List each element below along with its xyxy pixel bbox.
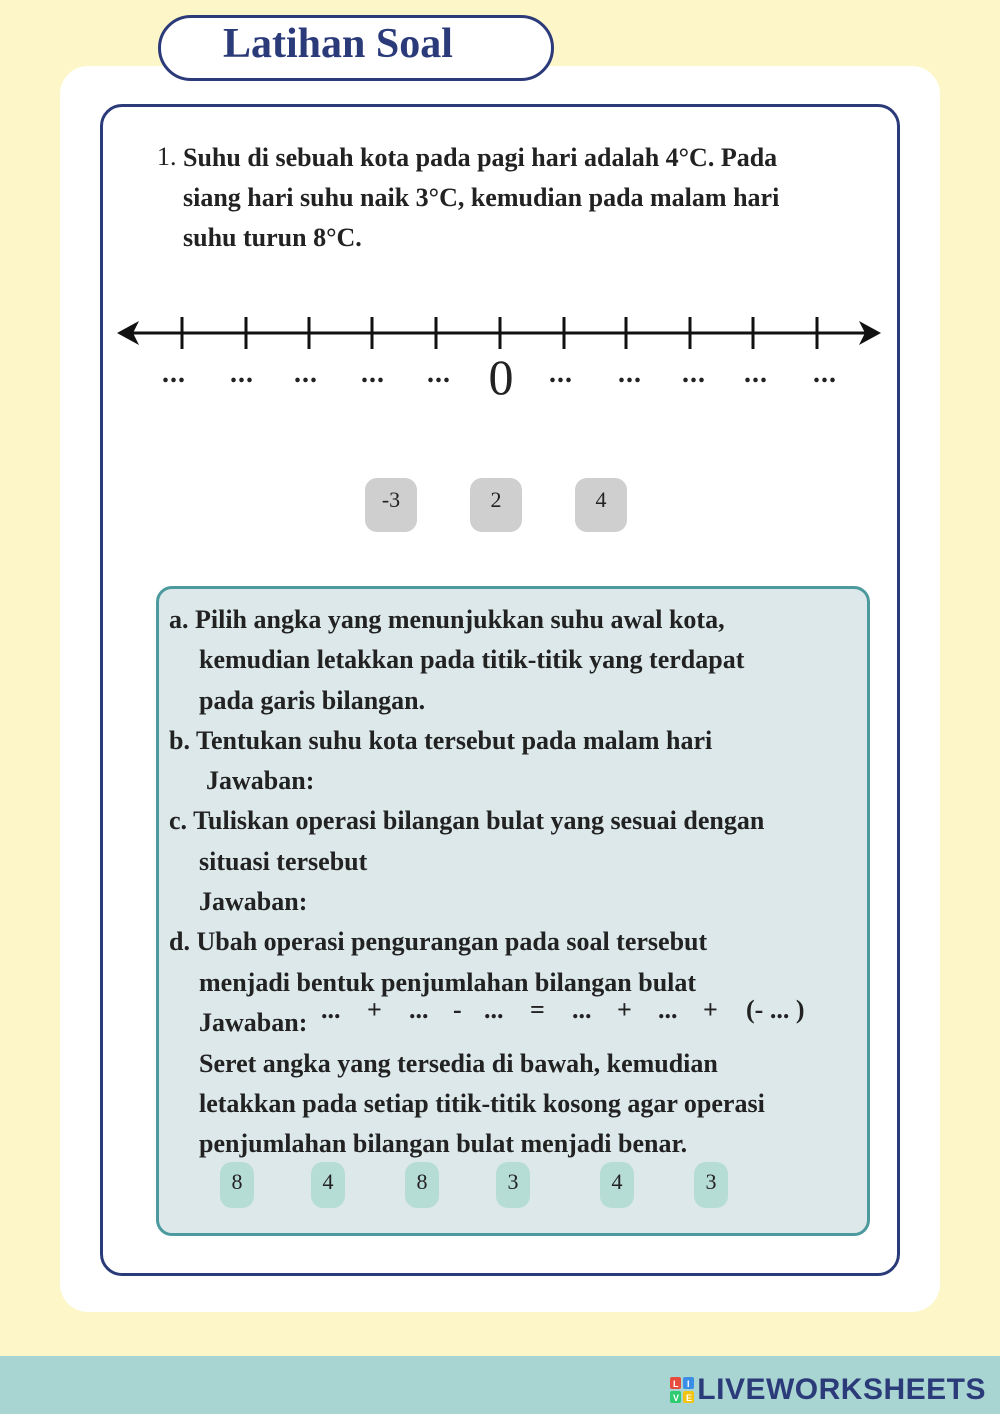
number-line-blank[interactable]: ... [230,358,254,389]
number-line-blank[interactable]: ... [549,358,573,389]
task-c-line: c. Tuliskan operasi bilangan bulat yang sesuai dengan [169,806,765,835]
task-d-line: d. Ubah operasi pengurangan pada soal tersebut [169,927,708,956]
equation-operator: + [367,995,382,1024]
instruction-line: letakkan pada setiap titik-titik kosong agar operasi [199,1089,765,1118]
number-line-zero: 0 [488,349,514,405]
question-line: suhu turun 8°C. [183,223,362,252]
task-c-line: situasi tersebut [199,847,368,876]
task-a-line: a. Pilih angka yang menunjukkan suhu awal kota, [169,605,725,634]
number-tile[interactable]: 3 [694,1162,728,1208]
equation-blank-negative[interactable]: (- ... ) [746,995,805,1024]
task-a-line: pada garis bilangan. [199,686,426,715]
logo-letter: L [673,1379,679,1389]
number-line-blank[interactable]: ... [618,358,642,389]
equation-operator: + [703,995,718,1024]
question-number: 1. [157,142,177,171]
question-line: siang hari suhu naik 3°C, kemudian pada malam hari [183,183,780,212]
instruction-line: Seret angka yang tersedia di bawah, kemudian [199,1049,718,1078]
number-line-blank[interactable]: ... [682,358,706,389]
number-tile[interactable]: 4 [311,1162,345,1208]
number-line-blank[interactable]: ... [813,358,837,389]
title-banner [158,15,554,81]
task-b-answer-label: Jawaban: [206,766,315,795]
number-tile[interactable]: 4 [600,1162,634,1208]
logo-letter: I [687,1379,690,1389]
question-line: Suhu di sebuah kota pada pagi hari adalah 4°C. Pada [183,143,778,172]
number-line-blank[interactable]: ... [361,358,385,389]
equation-blank[interactable]: ... [409,995,429,1024]
task-d-answer-label: Jawaban: [199,1008,308,1037]
logo-letter: E [686,1393,693,1403]
drag-option-chip[interactable]: 2 [470,478,522,532]
drag-option-chip[interactable]: 4 [575,478,627,532]
brand-name: LIVEWORKSHEETS [697,1373,986,1406]
task-d-line: menjadi bentuk penjumlahan bilangan bulat [199,968,697,997]
liveworksheets-logo [670,1373,986,1407]
question-text [183,138,863,258]
page-title: Latihan Soal [223,21,453,67]
number-tile[interactable]: 8 [220,1162,254,1208]
equation-operator: + [617,995,632,1024]
number-tile[interactable]: 8 [405,1162,439,1208]
liveworksheets-logo-icon [670,1377,694,1403]
number-line-blank[interactable]: ... [294,358,318,389]
task-c-answer-label: Jawaban: [199,887,308,916]
drag-option-chip[interactable]: -3 [365,478,417,532]
equation-operator: - [453,995,462,1024]
number-line-blank[interactable]: ... [427,358,451,389]
equation-blank[interactable]: ... [572,995,592,1024]
task-b-line: b. Tentukan suhu kota tersebut pada malam hari [169,726,713,755]
number-tile[interactable]: 3 [496,1162,530,1208]
number-line-blank[interactable]: ... [162,358,186,389]
task-a-line: kemudian letakkan pada titik-titik yang terdapat [199,645,745,674]
equation-blank[interactable]: ... [484,995,504,1024]
equation-blank[interactable]: ... [658,995,678,1024]
number-line-blank[interactable]: ... [744,358,768,389]
logo-letter: V [673,1393,680,1403]
equation-blank[interactable]: ... [321,995,341,1024]
equation-equals: = [530,995,545,1024]
instruction-line: penjumlahan bilangan bulat menjadi benar. [199,1129,688,1158]
